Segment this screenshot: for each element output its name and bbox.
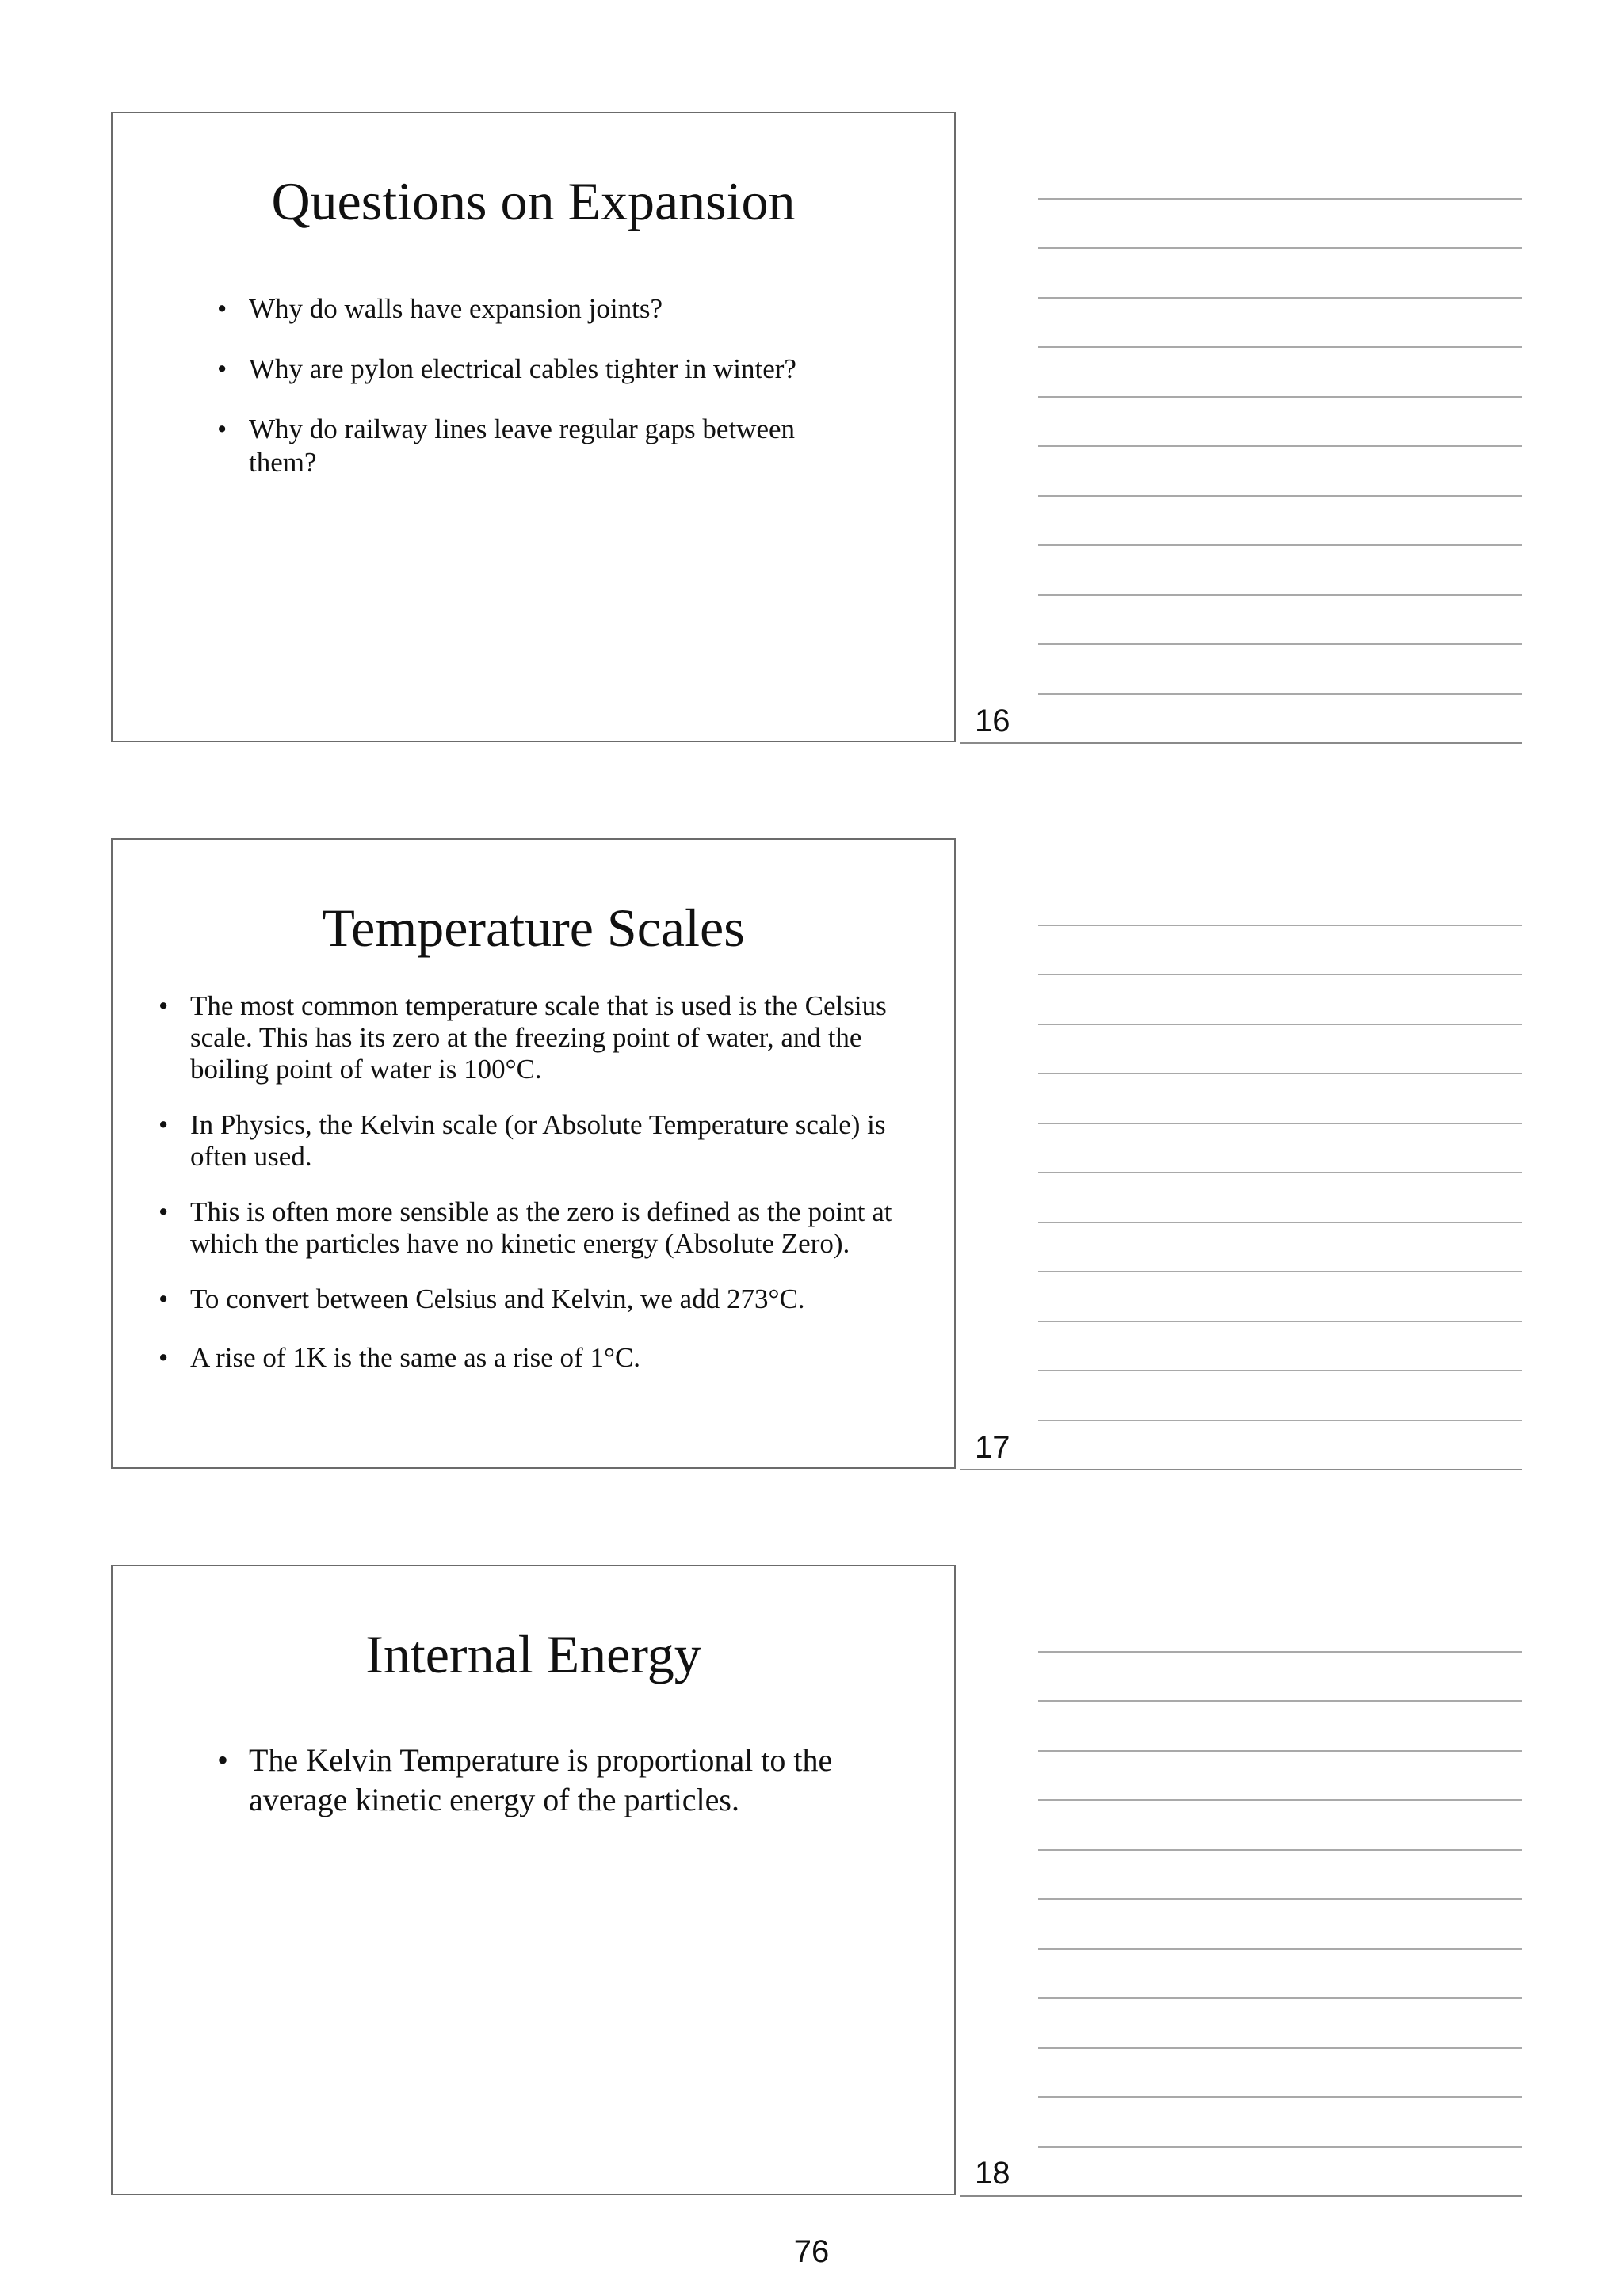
slide-base-line: [960, 1469, 1522, 1470]
bullet-item: • Why do railway lines leave regular gaps between them?: [217, 413, 819, 479]
note-line: [1038, 1997, 1522, 1999]
note-line: [1038, 495, 1522, 497]
note-line: [1038, 544, 1522, 546]
note-line: [1038, 1799, 1522, 1801]
note-line: [1038, 925, 1522, 926]
note-line: [1038, 1024, 1522, 1025]
note-line: [1038, 1898, 1522, 1900]
slide-16: [111, 112, 956, 742]
note-line: [1038, 1948, 1522, 1950]
note-line: [1038, 1370, 1522, 1371]
slide-base-line: [960, 742, 1522, 744]
slide-17: [111, 838, 956, 1469]
slide-title: Internal Energy: [365, 1624, 701, 1684]
bullet-item: • To convert between Celsius and Kelvin, we add 273°C.: [158, 1283, 919, 1315]
note-line: [1038, 346, 1522, 348]
note-line: [1038, 693, 1522, 695]
note-line: [1038, 1271, 1522, 1272]
bullet-item: • Why are pylon electrical cables tighter in winter?: [217, 353, 819, 386]
note-line: [1038, 396, 1522, 398]
note-line: [1038, 198, 1522, 200]
slide-number: 16: [975, 704, 1010, 738]
note-line: [1038, 1222, 1522, 1223]
note-line: [1038, 445, 1522, 447]
note-line: [1038, 643, 1522, 645]
bullet-list: [217, 292, 819, 506]
page-number: 76: [793, 2234, 830, 2269]
note-line: [1038, 594, 1522, 596]
bullet-item: • This is often more sensible as the zero is defined as the point at which the particles have no kinetic energy (Absolute Zero).: [158, 1196, 919, 1260]
bullet-item: • Why do walls have expansion joints?: [217, 292, 819, 326]
bullet-item: • The most common temperature scale that is used is the Celsius scale. This has its zero at the freezing point of water, and the boiling point of water is 100°C.: [158, 990, 919, 1085]
note-line: [1038, 1123, 1522, 1124]
bullet-item: • In Physics, the Kelvin scale (or Absolute Temperature scale) is often used.: [158, 1109, 919, 1173]
slide-base-line: [960, 2195, 1522, 2197]
note-line: [1038, 247, 1522, 249]
bullet-item: • A rise of 1K is the same as a rise of 1°C.: [158, 1342, 919, 1374]
bullet-list: [217, 1741, 851, 1820]
note-line: [1038, 1750, 1522, 1752]
note-line: [1038, 974, 1522, 975]
bullet-list: [158, 990, 919, 1398]
note-line: [1038, 1651, 1522, 1653]
slide-18: [111, 1565, 956, 2195]
note-line: [1038, 2146, 1522, 2148]
slide-number: 17: [975, 1430, 1010, 1465]
note-line: [1038, 1073, 1522, 1074]
slide-number: 18: [975, 2156, 1010, 2191]
bullet-item: • The Kelvin Temperature is proportional to the average kinetic energy of the particles.: [217, 1741, 851, 1820]
note-line: [1038, 1321, 1522, 1322]
note-line: [1038, 1420, 1522, 1421]
note-line: [1038, 1172, 1522, 1173]
note-line: [1038, 1849, 1522, 1851]
note-line: [1038, 2096, 1522, 2098]
note-line: [1038, 2047, 1522, 2049]
note-line: [1038, 1700, 1522, 1702]
slide-title: Temperature Scales: [322, 898, 745, 958]
slide-title: Questions on Expansion: [271, 171, 796, 231]
note-line: [1038, 297, 1522, 299]
